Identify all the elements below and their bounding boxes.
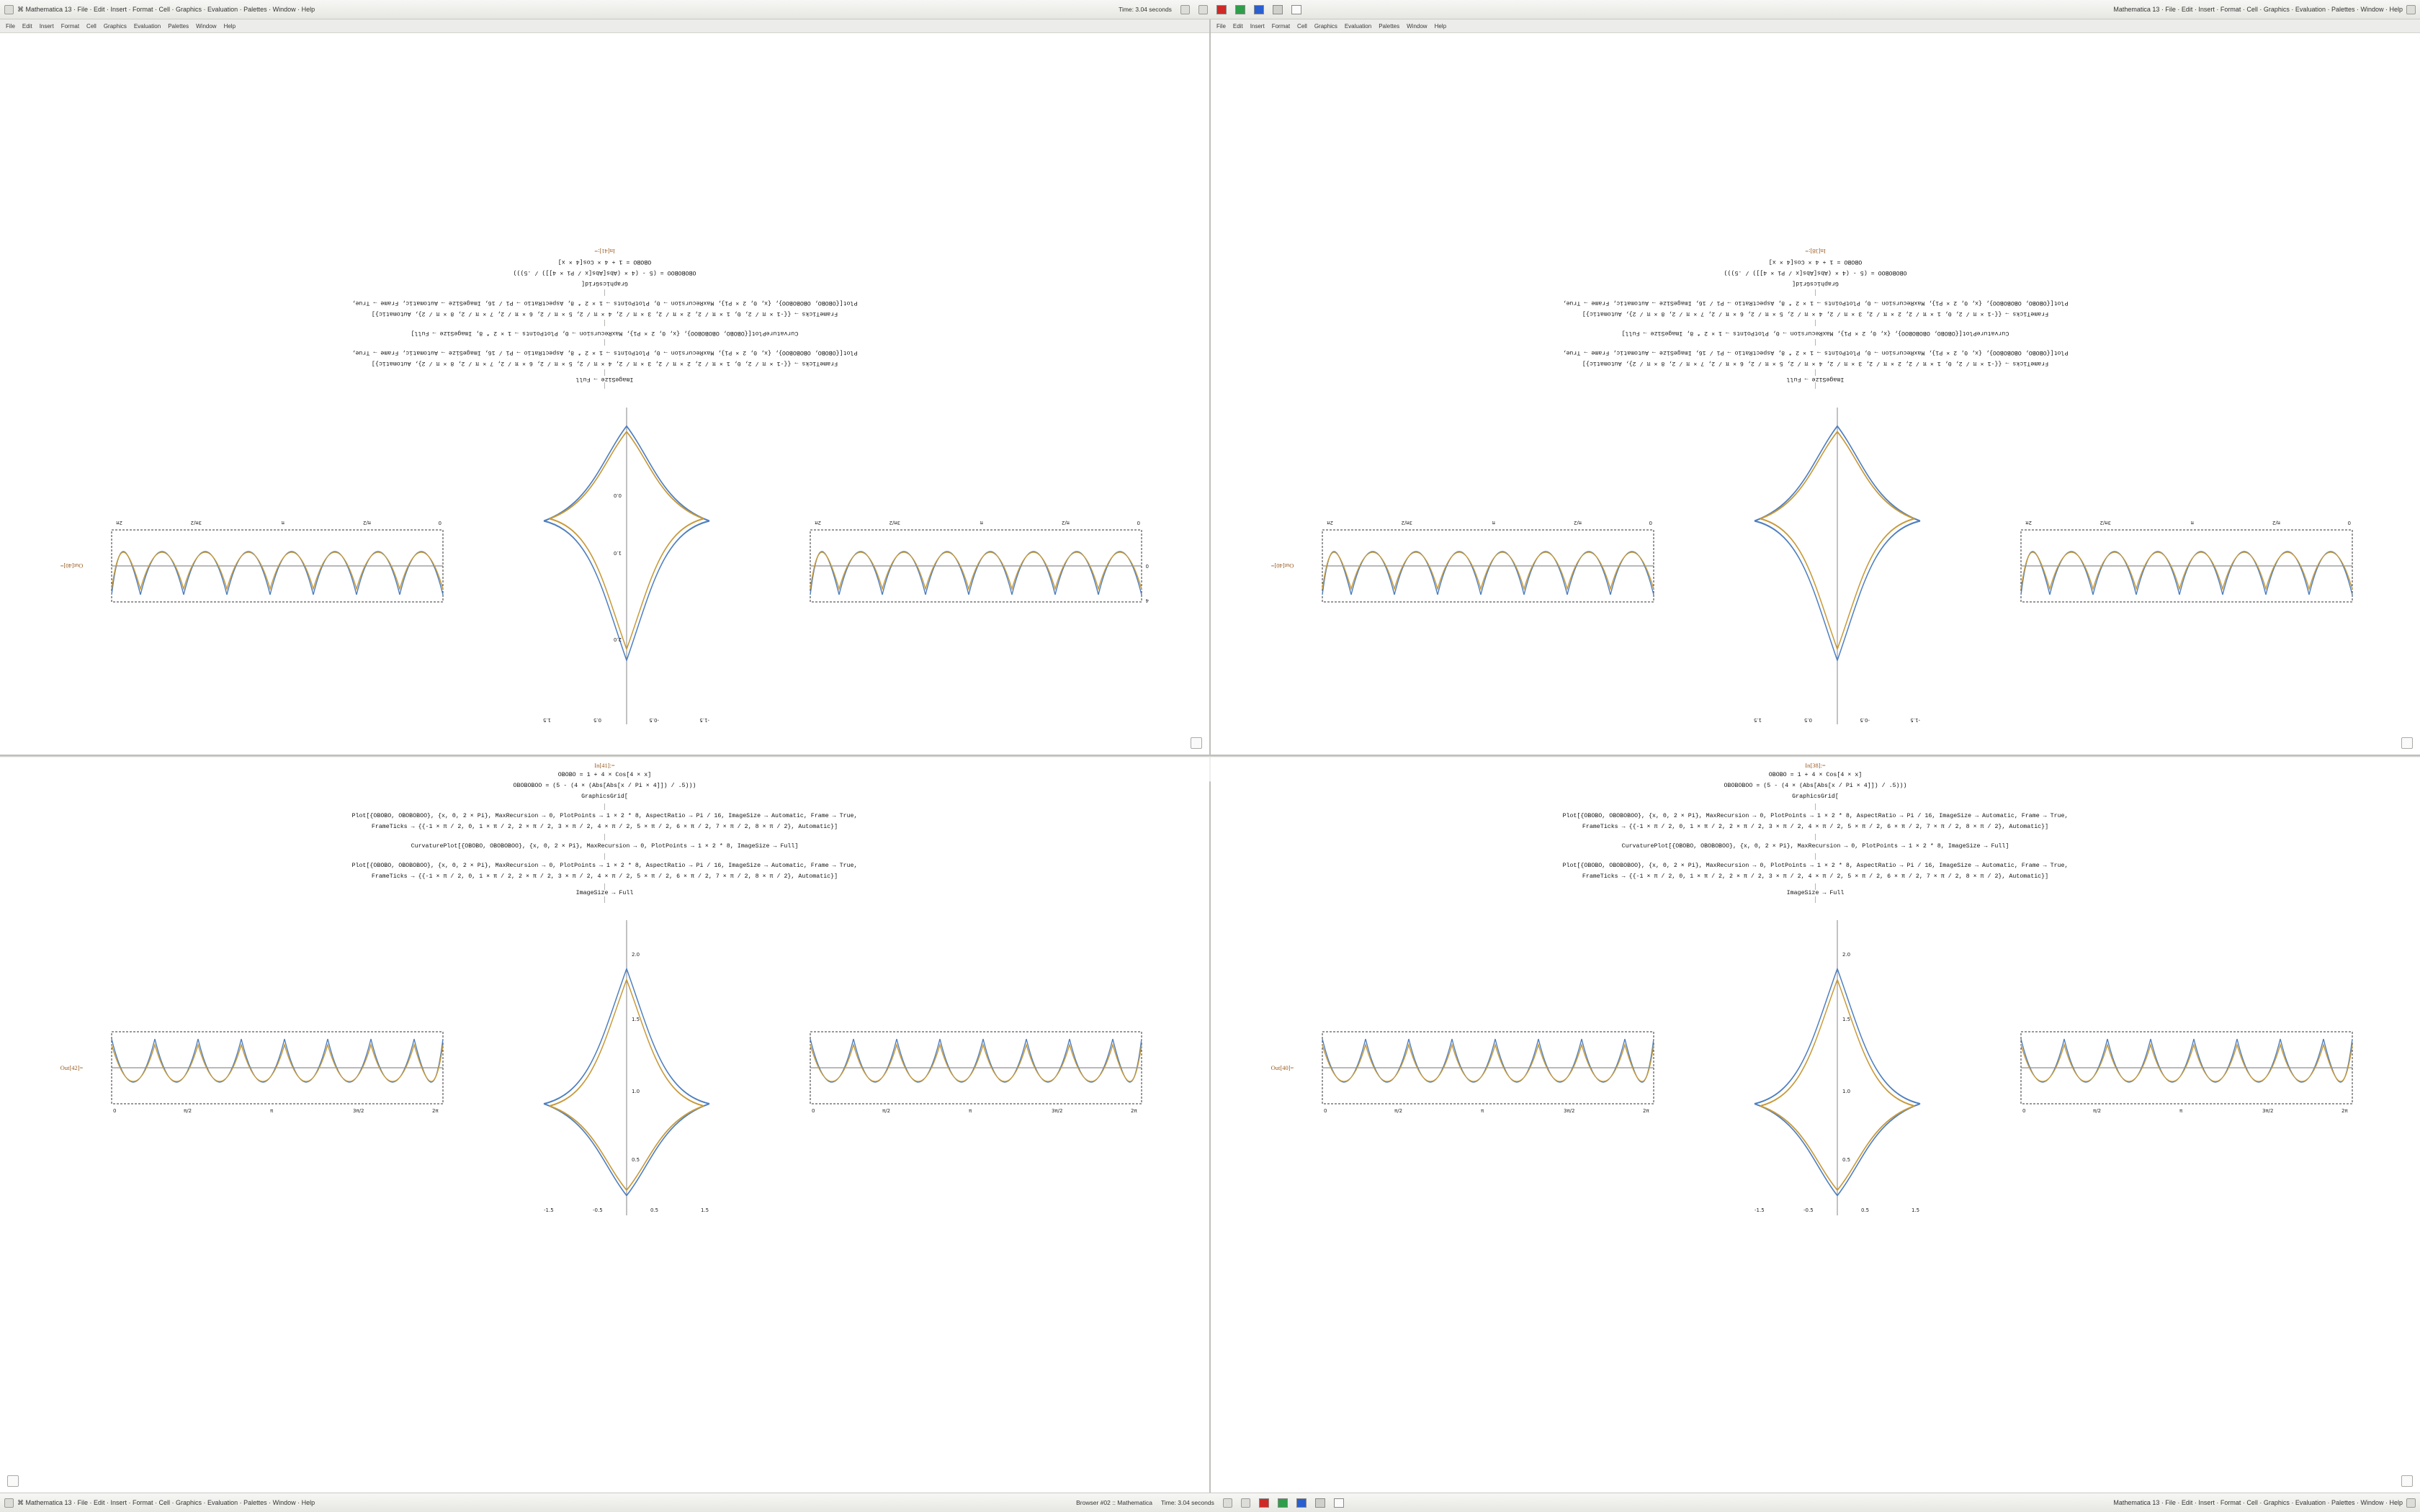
wave-plot-left — [1315, 1003, 1661, 1133]
svg-text:0.5: 0.5 — [1842, 1157, 1851, 1164]
wifi-icon[interactable] — [1291, 5, 1301, 14]
defs-graphicsgrid[interactable]: GraphicsGrid[ — [1792, 279, 1839, 287]
defs-formula-a[interactable]: OBOBO = 1 + 4 × Cos[4 × x] — [557, 772, 652, 778]
svg-text:1.0: 1.0 — [632, 1089, 640, 1095]
top-taskbar — [0, 0, 2420, 19]
output-label: Out[40]= — [60, 562, 84, 570]
defs-formula-b[interactable]: OBOBOBOO = (5 - (4 × (Abs[Abs[x / Pi × 4]]) / .5))) — [513, 269, 696, 276]
wave-plot-left — [2014, 501, 2360, 631]
cell-divider — [604, 320, 605, 326]
svg-text:-1.5: -1.5 — [544, 1207, 555, 1214]
code-line-2[interactable]: CurvaturePlot[{OBOBO, OBOBOBOO}, {x, 0, 2 × Pi}, MaxRecursion → 0, PlotPoints → 1 × 2 * 8, ImageSize → Full] — [1621, 329, 2009, 336]
menu-cell[interactable]: Cell — [86, 22, 97, 30]
bottom-taskbar-right-text: Mathematica 13 · File · Edit · Insert · Format · Cell · Graphics · Evaluation · Palettes · Window · Help — [2113, 1499, 2403, 1506]
defs-formula-b[interactable]: OBOBOBOO = (5 - (4 × (Abs[Abs[x / Pi × 4]]) / .5))) — [1724, 783, 1907, 790]
svg-text:0: 0 — [2022, 1108, 2026, 1115]
output-plot-row — [1221, 400, 2410, 732]
window-close-icon[interactable] — [2406, 5, 2416, 14]
wave-plot-right — [2014, 1003, 2360, 1133]
menu-insert[interactable]: Insert — [1250, 22, 1265, 30]
cell-divider — [1815, 339, 1816, 346]
notebook-menubar-top-right[interactable] — [1211, 19, 2420, 33]
notification-green-icon[interactable] — [1235, 5, 1245, 14]
input-label: In[41]:= — [594, 247, 615, 255]
code-line-2[interactable]: CurvaturePlot[{OBOBO, OBOBOBOO}, {x, 0, 2 × Pi}, MaxRecursion → 0, PlotPoints → 1 × 2 * 8, ImageSize → Full] — [411, 329, 799, 336]
bottom-taskbar-browser-label: Browser #02 :: Mathematica — [1076, 1499, 1152, 1506]
code-line-3[interactable]: Plot[{OBOBO, OBOBOBOO}, {x, 0, 2 × Pi}, MaxRecursion → 0, PlotPoints → 1 × 2 * 8, AspectRatio → Pi / 16, ImageSize → Automatic, Frame → True, — [1562, 299, 2069, 306]
notebook-content-bottom-right — [1211, 757, 2420, 1493]
top-taskbar-left — [0, 5, 803, 14]
svg-text:1.5: 1.5 — [632, 1017, 640, 1023]
svg-text:0: 0 — [1137, 520, 1141, 526]
svg-text:4: 4 — [1145, 598, 1150, 603]
cell-divider — [604, 834, 605, 840]
cell-divider — [604, 896, 605, 903]
top-taskbar-clock: Time: 3.04 seconds — [1119, 6, 1172, 13]
defs-formula-b[interactable]: OBOBOBOO = (5 - (4 × (Abs[Abs[x / Pi × 4]]) / .5))) — [1724, 269, 1907, 276]
bottom-taskbar-center — [803, 1498, 1617, 1508]
code-line-0[interactable]: Plot[{OBOBO, OBOBOBOO}, {x, 0, 2 × Pi}, MaxRecursion → 0, PlotPoints → 1 × 2 * 8, AspectRatio → Pi / 16, ImageSize → Automatic, Frame → True, — [351, 348, 858, 356]
input-label: In[41]:= — [594, 762, 615, 769]
svg-text:π/2: π/2 — [2272, 520, 2281, 526]
svg-text:3π/2: 3π/2 — [1052, 1108, 1063, 1115]
cell-group-handle[interactable] — [2401, 737, 2413, 749]
notebook-grid — [0, 19, 2420, 1493]
menu-graphics[interactable]: Graphics — [1314, 22, 1337, 30]
notebook-window-top-right[interactable] — [1211, 19, 2420, 755]
svg-text:-1.5: -1.5 — [699, 717, 710, 723]
cell-divider — [604, 382, 605, 389]
code-line-4[interactable]: FrameTicks → {{-1 × π / 2, 0, 1 × π / 2, 2 × π / 2, 3 × π / 2, 4 × π / 2, 5 × π / 2, 6 × π / 2, 7 × π / 2, 8 × π / 2}, Automatic}] — [1582, 310, 2049, 317]
cell-group-handle[interactable] — [2401, 1475, 2413, 1487]
svg-text:3π/2: 3π/2 — [2099, 520, 2112, 526]
svg-text:-0.5: -0.5 — [1860, 717, 1870, 723]
svg-text:2π: 2π — [1131, 1108, 1138, 1115]
wifi-icon[interactable] — [1334, 1498, 1344, 1508]
menu-evaluation[interactable]: Evaluation — [133, 22, 161, 30]
wave-plot-right — [803, 1003, 1149, 1133]
svg-text:π: π — [980, 520, 984, 526]
defs-graphicsgrid[interactable]: GraphicsGrid[ — [581, 793, 628, 801]
cell-divider — [1815, 883, 1816, 890]
imagesize-tag: ImageSize → Full — [575, 376, 634, 382]
notebook-menubar-top-left[interactable] — [0, 19, 1209, 33]
code-line-1[interactable]: FrameTicks → {{-1 × π / 2, 0, 1 × π / 2, 2 × π / 2, 3 × π / 2, 4 × π / 2, 5 × π / 2, 6 × π / 2, 7 × π / 2, 8 × π / 2}, Automatic}] — [1582, 824, 2049, 831]
curvature-flower-plot — [1682, 400, 1992, 732]
svg-text:π: π — [1492, 520, 1496, 526]
wave-plot-left — [803, 501, 1149, 631]
svg-text:1.0: 1.0 — [614, 550, 622, 556]
battery-icon[interactable] — [1241, 1498, 1250, 1508]
input-label: In[38]:= — [1805, 762, 1826, 769]
menu-palettes[interactable]: Palettes — [1379, 22, 1400, 30]
defs-formula-a[interactable]: OBOBO = 1 + 4 × Cos[4 × x] — [1768, 258, 1863, 265]
svg-text:π/2: π/2 — [2093, 1108, 2102, 1115]
window-close-icon[interactable] — [2406, 1498, 2416, 1508]
notification-green-icon[interactable] — [1278, 1498, 1288, 1508]
cell-divider — [604, 804, 605, 810]
imagesize-tag: ImageSize → Full — [1786, 376, 1845, 382]
cell-stack-top-right — [1221, 248, 2410, 389]
svg-text:1.5: 1.5 — [1912, 1207, 1920, 1214]
code-line-3[interactable]: Plot[{OBOBO, OBOBOBOO}, {x, 0, 2 × Pi}, MaxRecursion → 0, PlotPoints → 1 × 2 * 8, AspectRatio → Pi / 16, ImageSize → Automatic, Frame → True, — [351, 299, 858, 306]
menu-graphics[interactable]: Graphics — [103, 22, 127, 30]
cell-divider — [1815, 834, 1816, 840]
bottom-taskbar-clock: Time: 3.04 seconds — [1160, 1499, 1214, 1506]
svg-text:3π/2: 3π/2 — [889, 520, 901, 526]
svg-text:2π: 2π — [1643, 1108, 1650, 1115]
imagesize-tag: ImageSize → Full — [1786, 890, 1845, 897]
svg-text:π/2: π/2 — [184, 1108, 192, 1115]
curvature-flower-plot — [472, 913, 781, 1223]
code-line-4[interactable]: FrameTicks → {{-1 × π / 2, 0, 1 × π / 2, 2 × π / 2, 3 × π / 2, 4 × π / 2, 5 × π / 2, 6 × π / 2, 7 × π / 2, 8 × π / 2}, Automatic}] — [371, 310, 838, 317]
svg-text:0.5: 0.5 — [593, 717, 602, 723]
cell-divider — [1815, 369, 1816, 376]
volume-icon[interactable] — [1273, 5, 1283, 14]
svg-text:π: π — [2179, 1108, 2183, 1115]
notebook-window-bottom-left[interactable] — [0, 757, 1209, 1493]
cell-divider — [1815, 289, 1816, 296]
cell-divider — [1815, 853, 1816, 860]
svg-text:1.5: 1.5 — [1754, 717, 1762, 723]
code-line-4[interactable]: FrameTicks → {{-1 × π / 2, 0, 1 × π / 2, 2 × π / 2, 3 × π / 2, 4 × π / 2, 5 × π / 2, 6 × π / 2, 7 × π / 2, 8 × π / 2}, Automatic}] — [371, 873, 838, 881]
svg-text:π: π — [270, 1108, 274, 1115]
menu-help[interactable]: Help — [1434, 22, 1447, 30]
svg-text:1.5: 1.5 — [701, 1207, 709, 1214]
svg-text:0.5: 0.5 — [1804, 717, 1813, 723]
svg-text:2π: 2π — [815, 520, 822, 526]
cell-divider — [604, 883, 605, 890]
svg-text:0: 0 — [812, 1108, 815, 1115]
svg-text:0.5: 0.5 — [1861, 1207, 1870, 1214]
cell-group-handle[interactable] — [7, 1475, 19, 1487]
wave-plot-right — [104, 501, 450, 631]
svg-text:2π: 2π — [1327, 520, 1334, 526]
code-line-3[interactable]: Plot[{OBOBO, OBOBOBOO}, {x, 0, 2 × Pi}, MaxRecursion → 0, PlotPoints → 1 × 2 * 8, AspectRatio → Pi / 16, ImageSize → Automatic, Frame → True, — [351, 863, 858, 870]
svg-text:π/2: π/2 — [882, 1108, 891, 1115]
cell-divider — [604, 339, 605, 346]
cell-divider — [604, 853, 605, 860]
menu-help[interactable]: Help — [223, 22, 236, 30]
output-label: Out[40]= — [1270, 562, 1294, 570]
code-line-0[interactable]: Plot[{OBOBO, OBOBOBOO}, {x, 0, 2 × Pi}, MaxRecursion → 0, PlotPoints → 1 × 2 * 8, AspectRatio → Pi / 16, ImageSize → Automatic, Frame → True, — [1562, 348, 2069, 356]
app-menu-icon[interactable] — [4, 5, 14, 14]
curvature-flower-plot — [1682, 913, 1992, 1223]
output-plot-row — [1221, 913, 2410, 1223]
cell-divider — [1815, 804, 1816, 810]
code-line-2[interactable]: CurvaturePlot[{OBOBO, OBOBOBOO}, {x, 0, 2 × Pi}, MaxRecursion → 0, PlotPoints → 1 × 2 * 8, ImageSize → Full] — [1621, 843, 2009, 850]
svg-text:2.0: 2.0 — [632, 952, 640, 958]
svg-text:1.5: 1.5 — [543, 717, 552, 723]
menu-evaluation[interactable]: Evaluation — [1344, 22, 1372, 30]
code-line-1[interactable]: FrameTicks → {{-1 × π / 2, 0, 1 × π / 2, 2 × π / 2, 3 × π / 2, 4 × π / 2, 5 × π / 2, 6 × π / 2, 7 × π / 2, 8 × π / 2}, Automatic}] — [371, 824, 838, 831]
cell-group-handle[interactable] — [1191, 737, 1202, 749]
svg-text:0.5: 0.5 — [632, 1157, 640, 1164]
defs-formula-b[interactable]: OBOBOBOO = (5 - (4 × (Abs[Abs[x / Pi × 4]]) / .5))) — [513, 783, 696, 790]
menu-file[interactable]: File — [6, 22, 15, 30]
defs-graphicsgrid[interactable]: GraphicsGrid[ — [581, 279, 628, 287]
menu-file[interactable]: File — [1216, 22, 1226, 30]
svg-text:0: 0 — [1649, 520, 1653, 526]
wave-plot-left — [104, 1003, 450, 1133]
svg-text:π: π — [282, 520, 285, 526]
menu-format[interactable]: Format — [1271, 22, 1291, 30]
svg-text:2.0: 2.0 — [614, 636, 622, 642]
svg-text:-0.5: -0.5 — [649, 717, 660, 723]
svg-text:π/2: π/2 — [363, 520, 372, 526]
svg-text:3π/2: 3π/2 — [1401, 520, 1413, 526]
top-taskbar-right — [1617, 5, 2420, 14]
notebook-content-bottom-left — [0, 757, 1209, 1493]
bottom-taskbar-left-text: ⌘ Mathematica 13 · File · Edit · Insert · Format · Cell · Graphics · Evaluation · Palettes · Window · Help — [17, 1498, 315, 1506]
menu-format[interactable]: Format — [60, 22, 80, 30]
svg-text:π/2: π/2 — [1062, 520, 1070, 526]
code-line-4[interactable]: FrameTicks → {{-1 × π / 2, 0, 1 × π / 2, 2 × π / 2, 3 × π / 2, 4 × π / 2, 5 × π / 2, 6 × π / 2, 7 × π / 2, 8 × π / 2}, Automatic}] — [1582, 873, 2049, 881]
app-menu-icon[interactable] — [4, 1498, 14, 1508]
menu-palettes[interactable]: Palettes — [168, 22, 189, 30]
svg-text:π: π — [1481, 1108, 1484, 1115]
code-line-2[interactable]: CurvaturePlot[{OBOBO, OBOBOBOO}, {x, 0, 2 × Pi}, MaxRecursion → 0, PlotPoints → 1 × 2 * 8, ImageSize → Full] — [411, 843, 799, 850]
cell-divider — [604, 289, 605, 296]
input-label: In[38]:= — [1805, 247, 1826, 255]
svg-text:-1.5: -1.5 — [1754, 1207, 1765, 1214]
notification-blue-icon[interactable] — [1296, 1498, 1307, 1508]
svg-text:3π/2: 3π/2 — [1564, 1108, 1575, 1115]
svg-text:π/2: π/2 — [1394, 1108, 1403, 1115]
svg-text:0: 0 — [2347, 520, 2352, 526]
svg-text:2π: 2π — [116, 520, 123, 526]
cell-stack-bottom-left — [10, 762, 1199, 903]
volume-icon[interactable] — [1315, 1498, 1325, 1508]
notification-red-icon[interactable] — [1259, 1498, 1269, 1508]
output-label: Out[40]= — [1270, 1064, 1294, 1072]
notebook-content-top-left — [0, 33, 1209, 755]
bottom-taskbar — [0, 1493, 2420, 1512]
cell-divider — [604, 369, 605, 376]
svg-text:0: 0 — [113, 1108, 117, 1115]
menu-edit[interactable]: Edit — [22, 22, 32, 30]
svg-text:-0.5: -0.5 — [593, 1207, 604, 1214]
svg-text:0.0: 0.0 — [614, 492, 622, 498]
notebook-window-bottom-right[interactable] — [1211, 757, 2420, 1493]
defs-formula-a[interactable]: OBOBO = 1 + 4 × Cos[4 × x] — [557, 258, 652, 265]
svg-text:2π: 2π — [432, 1108, 439, 1115]
svg-text:0.5: 0.5 — [650, 1207, 659, 1214]
imagesize-tag: ImageSize → Full — [575, 890, 634, 897]
output-label: Out[42]= — [60, 1064, 84, 1072]
notification-red-icon[interactable] — [1216, 5, 1227, 14]
svg-text:π: π — [969, 1108, 972, 1115]
curvature-flower-plot — [472, 400, 781, 732]
notebook-window-top-left[interactable] — [0, 19, 1209, 755]
menu-cell[interactable]: Cell — [1297, 22, 1307, 30]
cell-stack-top-left — [10, 248, 1199, 389]
bottom-taskbar-right — [1617, 1498, 2420, 1508]
grid-icon[interactable] — [1180, 5, 1190, 14]
battery-icon[interactable] — [1198, 5, 1208, 14]
menu-window[interactable]: Window — [1407, 22, 1428, 30]
menu-window[interactable]: Window — [196, 22, 217, 30]
svg-text:0: 0 — [1145, 563, 1150, 569]
svg-text:3π/2: 3π/2 — [353, 1108, 364, 1115]
code-line-1[interactable]: FrameTicks → {{-1 × π / 2, 0, 1 × π / 2, 2 × π / 2, 3 × π / 2, 4 × π / 2, 5 × π / 2, 6 × π / 2, 7 × π / 2, 8 × π / 2}, Automatic}] — [371, 360, 838, 366]
svg-text:π: π — [2191, 520, 2195, 526]
svg-text:3π/2: 3π/2 — [2262, 1108, 2274, 1115]
menu-edit[interactable]: Edit — [1232, 22, 1243, 30]
svg-text:π/2: π/2 — [1574, 520, 1582, 526]
svg-text:2.0: 2.0 — [1842, 952, 1851, 958]
svg-text:2π: 2π — [2341, 1108, 2349, 1115]
cell-stack-bottom-right — [1221, 762, 2410, 903]
notification-blue-icon[interactable] — [1254, 5, 1264, 14]
svg-text:-1.5: -1.5 — [1910, 717, 1921, 723]
top-taskbar-center — [803, 5, 1617, 14]
menu-insert[interactable]: Insert — [39, 22, 54, 30]
code-line-0[interactable]: Plot[{OBOBO, OBOBOBOO}, {x, 0, 2 × Pi}, MaxRecursion → 0, PlotPoints → 1 × 2 * 8, AspectRatio → Pi / 16, ImageSize → Automatic, Frame → True, — [1562, 813, 2069, 820]
code-line-3[interactable]: Plot[{OBOBO, OBOBOBOO}, {x, 0, 2 × Pi}, MaxRecursion → 0, PlotPoints → 1 × 2 * 8, AspectRatio → Pi / 16, ImageSize → Automatic, Frame → True, — [1562, 863, 2069, 870]
svg-text:3π/2: 3π/2 — [190, 520, 202, 526]
cell-divider — [1815, 382, 1816, 389]
cell-divider — [1815, 320, 1816, 326]
code-line-0[interactable]: Plot[{OBOBO, OBOBOBOO}, {x, 0, 2 × Pi}, MaxRecursion → 0, PlotPoints → 1 × 2 * 8, AspectRatio → Pi / 16, ImageSize → Automatic, Frame → True, — [351, 813, 858, 820]
grid-icon[interactable] — [1223, 1498, 1232, 1508]
wave-plot-right — [1315, 501, 1661, 631]
defs-formula-a[interactable]: OBOBO = 1 + 4 × Cos[4 × x] — [1768, 772, 1863, 778]
output-plot-row — [10, 913, 1199, 1223]
code-line-1[interactable]: FrameTicks → {{-1 × π / 2, 0, 1 × π / 2, 2 × π / 2, 3 × π / 2, 4 × π / 2, 5 × π / 2, 6 × π / 2, 7 × π / 2, 8 × π / 2}, Automatic}] — [1582, 360, 2049, 366]
bottom-taskbar-left — [0, 1498, 803, 1508]
notebook-content-top-right — [1211, 33, 2420, 755]
svg-text:1.5: 1.5 — [1842, 1017, 1851, 1023]
svg-text:0: 0 — [438, 520, 442, 526]
svg-text:2π: 2π — [2025, 520, 2033, 526]
output-plot-row — [10, 400, 1199, 732]
top-taskbar-left-text: ⌘ Mathematica 13 · File · Edit · Insert · Format · Cell · Graphics · Evaluation · Palettes · Window · Help — [17, 5, 315, 13]
svg-text:1.0: 1.0 — [1842, 1089, 1851, 1095]
top-taskbar-right-text: Mathematica 13 · File · Edit · Insert · Format · Cell · Graphics · Evaluation · Palettes · Window · Help — [2113, 6, 2403, 13]
cell-divider — [1815, 896, 1816, 903]
svg-text:-0.5: -0.5 — [1803, 1207, 1814, 1214]
defs-graphicsgrid[interactable]: GraphicsGrid[ — [1792, 793, 1839, 801]
svg-text:0: 0 — [1324, 1108, 1327, 1115]
